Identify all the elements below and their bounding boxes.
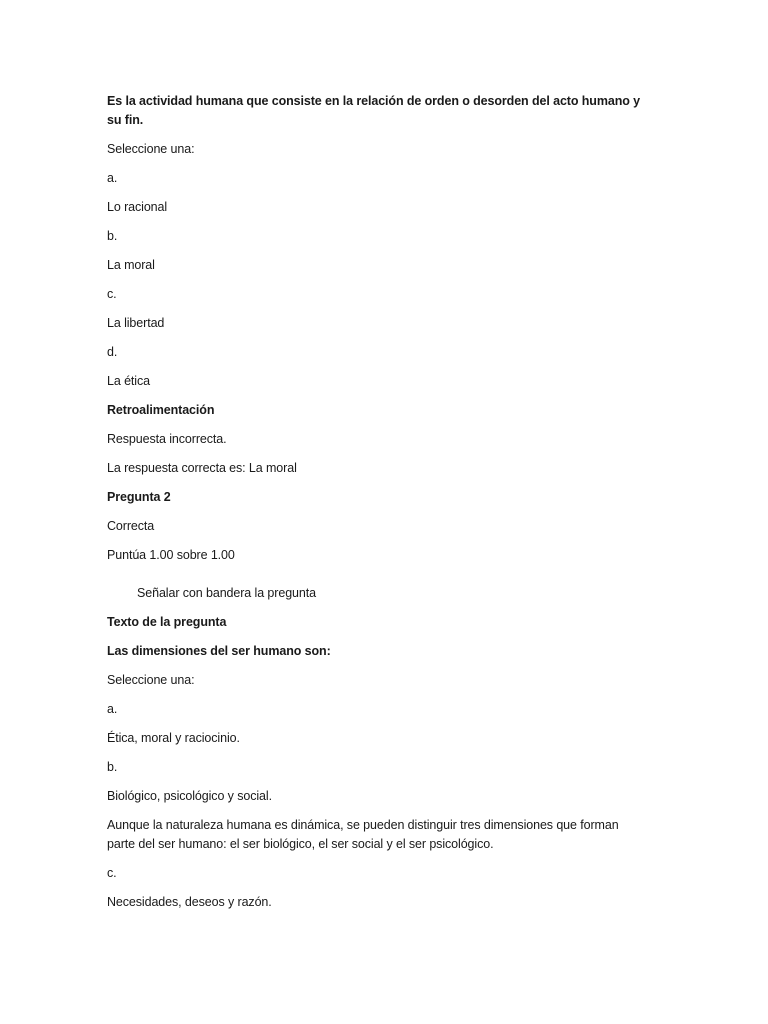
question-2-heading: Pregunta 2: [107, 490, 171, 504]
option-text-b[interactable]: La moral: [107, 258, 155, 272]
option-letter-c: c.: [107, 287, 117, 301]
question-1-select-prompt: Seleccione una:: [107, 142, 195, 156]
q2-option-text-c[interactable]: Necesidades, deseos y razón.: [107, 895, 272, 909]
question-2-text: Las dimensiones del ser humano son:: [107, 644, 331, 658]
feedback-result: Respuesta incorrecta.: [107, 432, 227, 446]
question-2-status: Correcta: [107, 519, 155, 533]
q2-explanation: Aunque la naturaleza humana es dinámica, se pueden distinguir tres dimensiones que forman parte del ser humano: el ser biológico, el ser social y el ser psicológico.: [107, 818, 619, 851]
q2-option-text-b[interactable]: Biológico, psicológico y social.: [107, 789, 272, 803]
q2-option-letter-c: c.: [107, 866, 117, 880]
option-text-d[interactable]: La ética: [107, 374, 150, 388]
question-1-text: Es la actividad humana que consiste en la relación de orden o desorden del acto humano y su fin.: [107, 94, 641, 127]
q2-option-letter-a: a.: [107, 702, 118, 716]
question-2-select-prompt: Seleccione una:: [107, 673, 195, 687]
document-page: [107, 92, 647, 922]
option-text-a[interactable]: Lo racional: [107, 200, 168, 214]
option-text-c[interactable]: La libertad: [107, 316, 165, 330]
option-letter-d: d.: [107, 345, 118, 359]
feedback-correct-answer: La respuesta correcta es: La moral: [107, 461, 297, 475]
option-letter-a: a.: [107, 171, 118, 185]
q2-option-letter-b: b.: [107, 760, 118, 774]
q2-option-text-a[interactable]: Ética, moral y raciocinio.: [107, 731, 240, 745]
feedback-heading: Retroalimentación: [107, 403, 215, 417]
question-text-heading: Texto de la pregunta: [107, 615, 227, 629]
question-2-score: Puntúa 1.00 sobre 1.00: [107, 548, 235, 562]
option-letter-b: b.: [107, 229, 118, 243]
flag-question-link[interactable]: Señalar con bandera la pregunta: [137, 586, 316, 600]
